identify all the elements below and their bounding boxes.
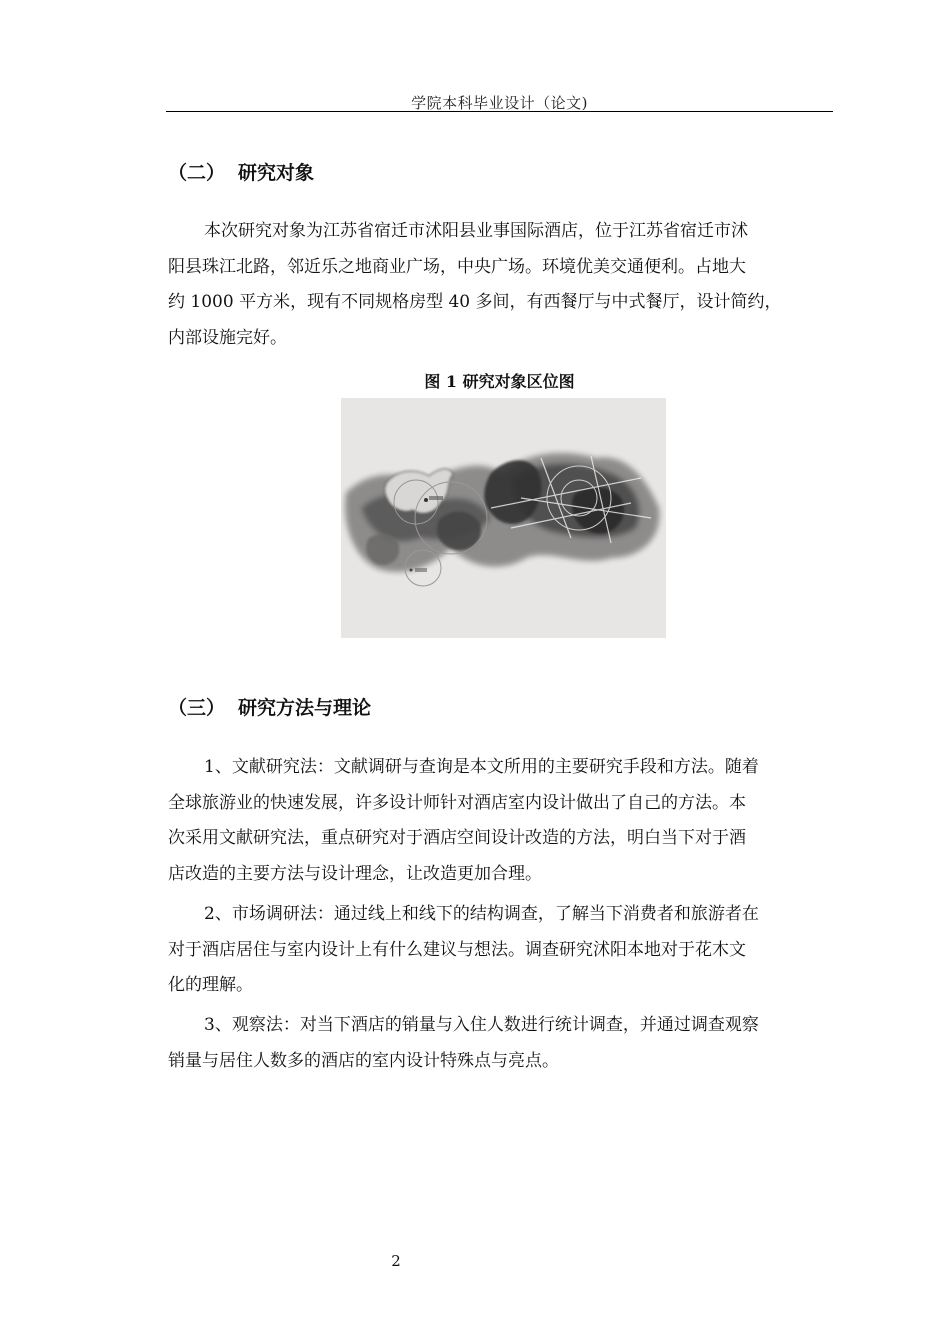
- paragraph-line: 化的理解。: [168, 975, 253, 995]
- paragraph-line: 次采用文献研究法，重点研究对于酒店空间设计改造的方法，明白当下对于酒: [168, 828, 746, 848]
- paragraph-line: 阳县珠江北路，邻近乐之地商业广场，中央广场。环境优美交通便利。占地大: [168, 256, 746, 277]
- research-object-paragraph: [168, 214, 832, 356]
- paragraph-line: 约 1000 平方米，现有不同规格房型 40 多间，有西餐厅与中式餐厅，设计简约，: [168, 292, 782, 312]
- header-rule: [166, 111, 833, 112]
- section-number: （二）: [168, 162, 226, 184]
- paragraph-line: 2、市场调研法：通过线上和线下的结构调查，了解当下消费者和旅游者在: [204, 904, 759, 924]
- paragraph-line: 内部设施完好。: [168, 327, 287, 348]
- section-title: 研究方法与理论: [238, 697, 372, 719]
- section-title: 研究对象: [238, 162, 315, 184]
- section-number: （三）: [168, 697, 226, 719]
- paragraph-line: 本次研究对象为江苏省宿迁市沭阳县业事国际酒店，位于江苏省宿迁市沭: [204, 221, 748, 241]
- methods-paragraph-observation: [168, 1008, 832, 1079]
- location-map-illustration: [341, 398, 666, 638]
- methods-paragraph-literature: [168, 750, 832, 892]
- location-map-figure: [341, 398, 666, 638]
- paragraph-line: 对于酒店居住与室内设计上有什么建议与想法。调查研究沭阳本地对于花木文: [168, 939, 746, 960]
- paragraph-line: 销量与居住人数多的酒店的室内设计特殊点与亮点。: [168, 1050, 559, 1071]
- paragraph-line: 1、文献研究法：文献调研与查询是本文所用的主要研究手段和方法。随着: [204, 757, 759, 777]
- figure-caption: 图 1 研究对象区位图: [424, 372, 575, 391]
- page-number: 2: [391, 1252, 401, 1270]
- methods-paragraph-market-research: [168, 897, 832, 1004]
- running-header-title: 学院本科毕业设计（论文): [411, 94, 588, 112]
- paragraph-line: 全球旅游业的快速发展，许多设计师针对酒店室内设计做出了自己的方法。本: [168, 792, 746, 813]
- section-heading-research-methods: [168, 693, 371, 720]
- paragraph-line: 店改造的主要方法与设计理念，让改造更加合理。: [168, 863, 542, 884]
- section-heading-research-object: [168, 158, 314, 185]
- paragraph-line: 3、观察法：对当下酒店的销量与入住人数进行统计调查，并通过调查观察: [204, 1015, 759, 1035]
